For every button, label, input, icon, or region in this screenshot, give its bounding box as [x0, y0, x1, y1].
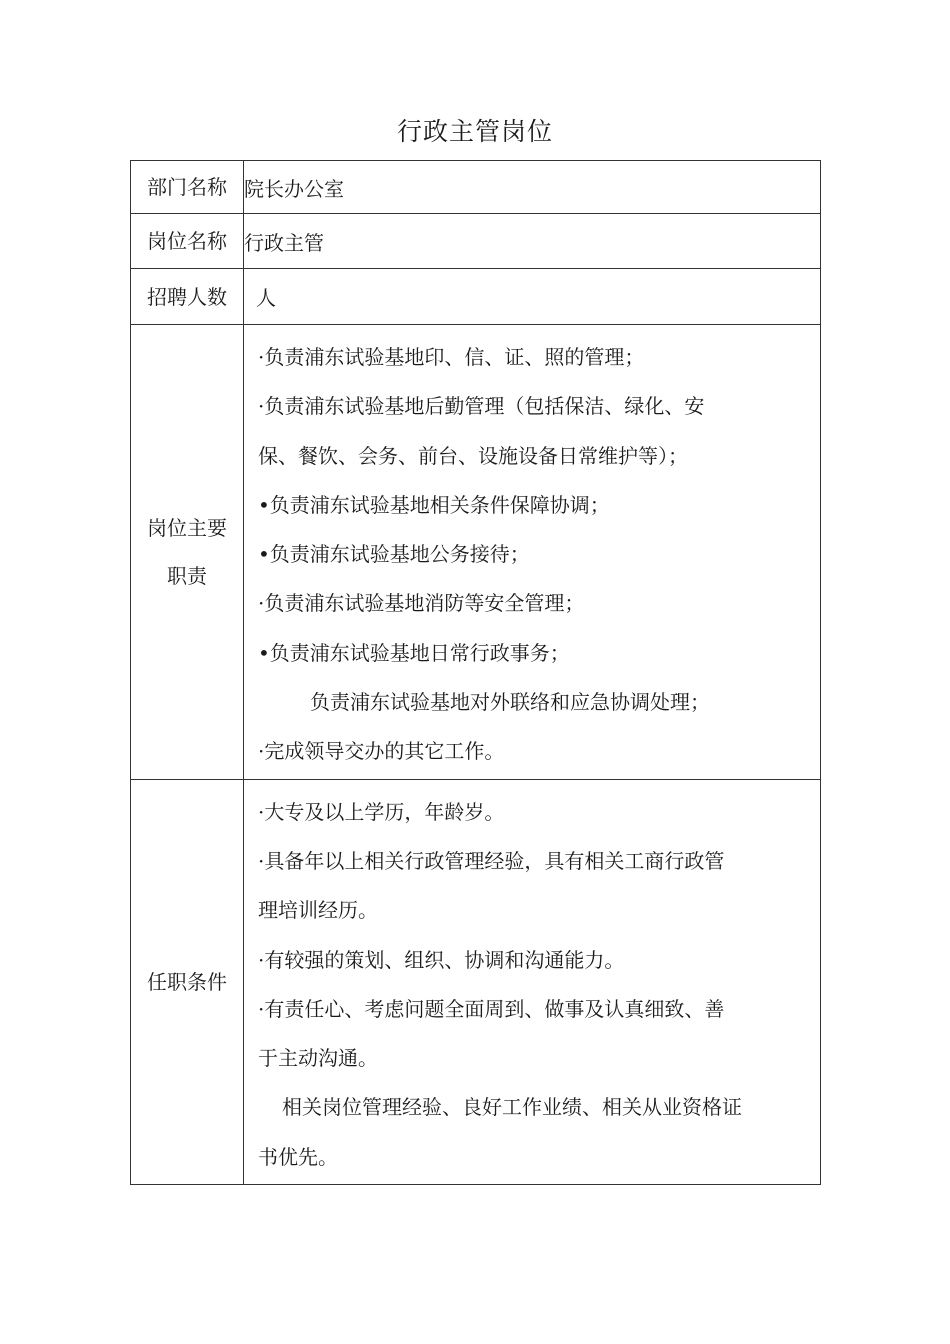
qualification-item: 书优先。	[258, 1144, 338, 1169]
table-row-headcount	[131, 269, 821, 325]
department-label: 部门名称	[131, 161, 244, 214]
duty-item: •负责浦东试验基地相关条件保障协调；	[258, 492, 610, 517]
page-title: 行政主管岗位	[396, 117, 553, 146]
duties-list	[244, 325, 821, 780]
headcount-value-text: 人	[256, 286, 276, 310]
qualification-item: 理培训经历。	[258, 898, 378, 923]
duties-label-line2: 职责	[167, 563, 207, 588]
qualification-item: 相关岗位管理经验、良好工作业绩、相关从业资格证	[282, 1095, 742, 1120]
duty-item: •负责浦东试验基地日常行政事务；	[258, 640, 570, 665]
qualification-item: ·有责任心、考虑问题全面周到、做事及认真细致、善	[258, 996, 725, 1021]
headcount-label: 招聘人数	[131, 269, 244, 325]
qualification-item: ·大专及以上学历，年龄岁。	[258, 799, 505, 824]
duties-label	[131, 325, 244, 780]
duty-item: ·负责浦东试验基地印、信、证、照的管理；	[258, 345, 645, 369]
qualifications-label: 任职条件	[131, 779, 244, 1184]
duty-item: 保、餐饮、会务、前台、设施设备日常维护等）；	[258, 443, 688, 468]
duty-item: ·完成领导交办的其它工作。	[258, 739, 505, 764]
headcount-value	[244, 269, 821, 325]
duty-item: 负责浦东试验基地对外联络和应急协调处理；	[310, 690, 710, 715]
position-value: 行政主管	[244, 214, 821, 269]
duties-label-line1: 岗位主要	[147, 515, 227, 540]
table-row-duties	[131, 325, 821, 780]
qualification-item: 于主动沟通。	[258, 1046, 378, 1071]
qualification-item: ·具备年以上相关行政管理经验，具有相关工商行政管	[258, 848, 725, 873]
table-row-department	[131, 161, 821, 214]
department-value: 院长办公室	[244, 161, 821, 214]
position-label: 岗位名称	[131, 214, 244, 269]
duty-item: ·负责浦东试验基地消防等安全管理；	[258, 591, 585, 616]
qualification-item: ·有较强的策划、组织、协调和沟通能力。	[258, 947, 625, 972]
table-row-qualifications	[131, 779, 821, 1184]
qualifications-list	[244, 779, 821, 1184]
duty-item: •负责浦东试验基地公务接待；	[258, 542, 530, 567]
table-row-position	[131, 214, 821, 269]
job-description-table	[130, 160, 821, 1185]
duty-item: ·负责浦东试验基地后勤管理（包括保洁、绿化、安	[258, 394, 705, 419]
